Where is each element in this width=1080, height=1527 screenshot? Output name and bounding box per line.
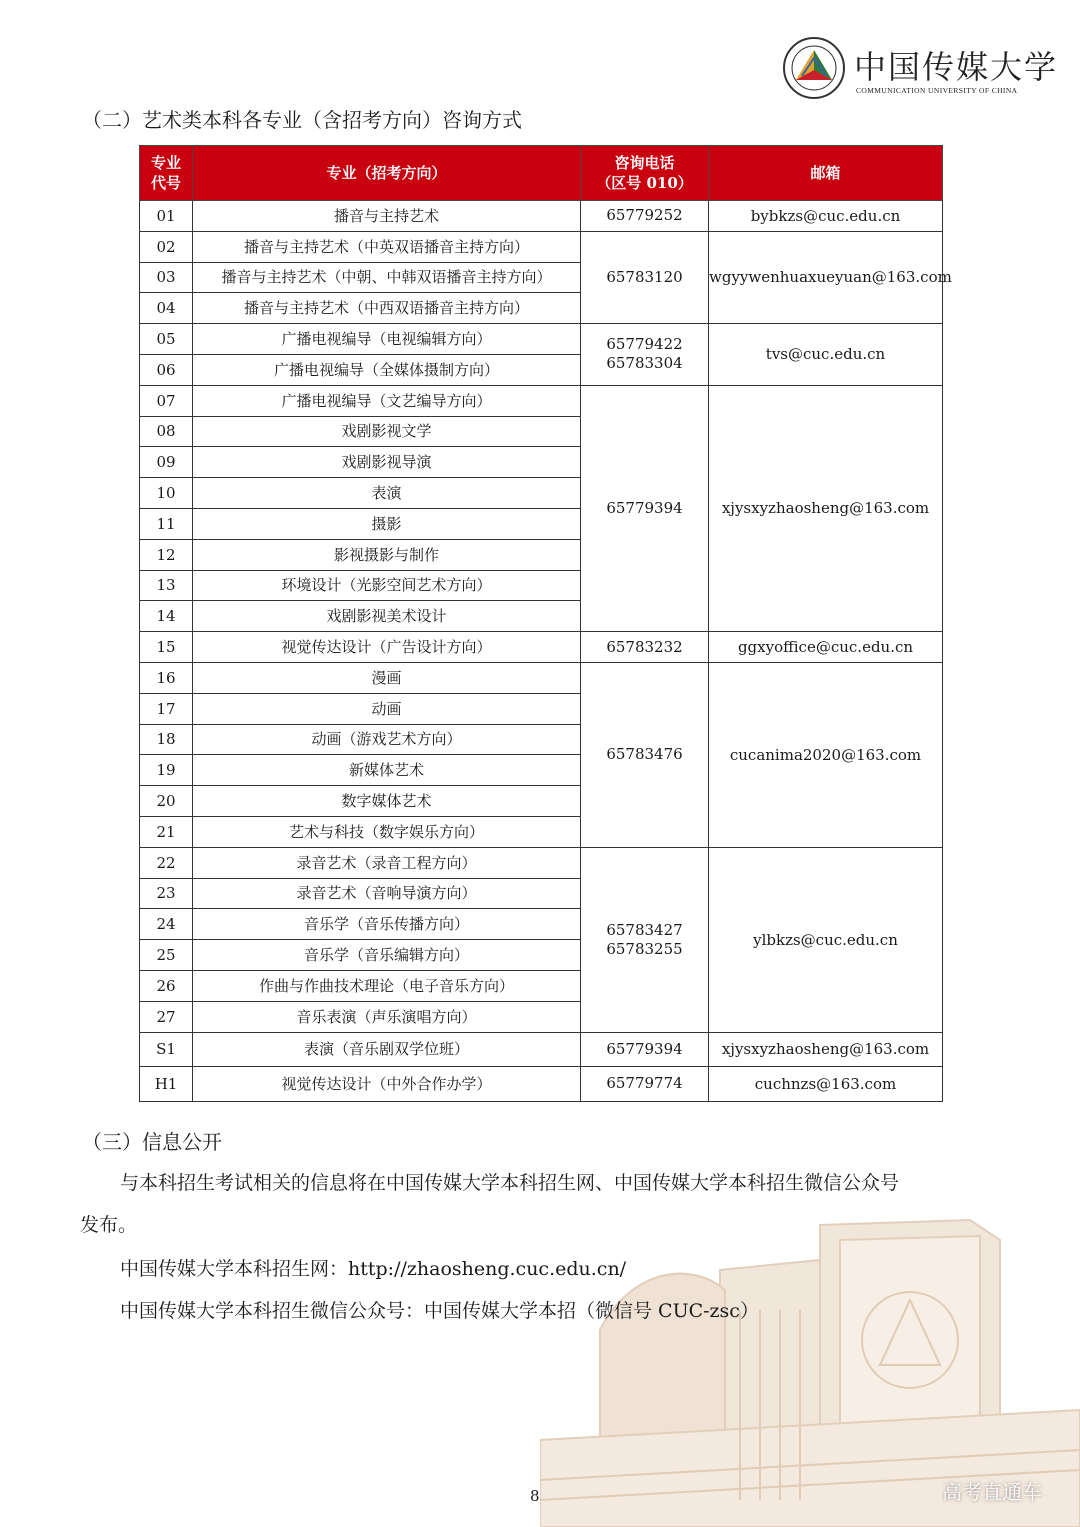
major-code: 10 (140, 478, 193, 509)
major-name: 播音与主持艺术 (193, 201, 581, 232)
table-row (140, 201, 943, 232)
contact-phone: 65783120 (581, 231, 709, 323)
contact-phone: 65779774 (581, 1067, 709, 1102)
major-name: 广播电视编导（文艺编导方向） (193, 385, 581, 416)
contact-email: xjysxyzhaosheng@163.com (709, 385, 943, 631)
major-name: 动画（游戏艺术方向） (193, 724, 581, 755)
header-code: 专业 代号 (140, 146, 193, 201)
major-code: 16 (140, 662, 193, 693)
major-name: 戏剧影视美术设计 (193, 601, 581, 632)
table-row (140, 1067, 943, 1102)
contact-email: tvs@cuc.edu.cn (709, 324, 943, 386)
major-code: 08 (140, 416, 193, 447)
major-name: 广播电视编导（电视编辑方向） (193, 324, 581, 355)
major-code: 20 (140, 786, 193, 817)
table-row (140, 847, 943, 878)
major-code: 19 (140, 755, 193, 786)
contact-phone: 65779394 (581, 1032, 709, 1067)
contact-phone: 65779422 65783304 (581, 324, 709, 386)
contact-email: bybkzs@cuc.edu.cn (709, 201, 943, 232)
table-row (140, 1032, 943, 1067)
major-name: 环境设计（光影空间艺术方向） (193, 570, 581, 601)
major-code: 02 (140, 231, 193, 262)
table-row (140, 662, 943, 693)
major-name: 表演（音乐剧双学位班） (193, 1032, 581, 1067)
major-code: 27 (140, 1001, 193, 1032)
major-code: 26 (140, 970, 193, 1001)
major-code: 23 (140, 878, 193, 909)
header-email: 邮箱 (709, 146, 943, 201)
major-code: 03 (140, 262, 193, 293)
major-name: 漫画 (193, 662, 581, 693)
contact-phone: 65779394 (581, 385, 709, 631)
header-phone: 咨询电话 （区号 010） (581, 146, 709, 201)
major-code: 06 (140, 354, 193, 385)
section-2-heading: （二）艺术类本科各专业（含招考方向）咨询方式 (82, 108, 522, 132)
major-code: 21 (140, 816, 193, 847)
major-name: 数字媒体艺术 (193, 786, 581, 817)
contact-table (139, 145, 952, 1102)
university-logo (782, 36, 1059, 100)
major-name: 播音与主持艺术（中朝、中韩双语播音主持方向） (193, 262, 581, 293)
major-name: 视觉传达设计（广告设计方向） (193, 632, 581, 663)
university-seal-icon (782, 36, 846, 100)
major-code: 14 (140, 601, 193, 632)
major-code: 18 (140, 724, 193, 755)
campus-illustration (540, 1180, 1080, 1527)
major-name: 音乐学（音乐编辑方向） (193, 940, 581, 971)
major-code: 15 (140, 632, 193, 663)
contact-email: cuchnzs@163.com (709, 1067, 943, 1102)
major-code: 04 (140, 293, 193, 324)
major-name: 戏剧影视导演 (193, 447, 581, 478)
contact-email: xjysxyzhaosheng@163.com (709, 1032, 943, 1067)
major-name: 摄影 (193, 508, 581, 539)
major-code: 01 (140, 201, 193, 232)
major-code: 24 (140, 909, 193, 940)
table-row (140, 231, 943, 262)
major-name: 作曲与作曲技术理论（电子音乐方向） (193, 970, 581, 1001)
contact-email: ggxyoffice@cuc.edu.cn (709, 632, 943, 663)
major-code: 22 (140, 847, 193, 878)
contact-phone: 65779252 (581, 201, 709, 232)
section-3-heading: （三）信息公开 (82, 1130, 222, 1154)
table-row (140, 324, 943, 355)
major-name: 表演 (193, 478, 581, 509)
major-code: 12 (140, 539, 193, 570)
major-code: 07 (140, 385, 193, 416)
major-code: 11 (140, 508, 193, 539)
info-paragraph-line1: 与本科招生考试相关的信息将在中国传媒大学本科招生网、中国传媒大学本科招生微信公众号 (120, 1172, 900, 1194)
major-name: 音乐表演（声乐演唱方向） (193, 1001, 581, 1032)
watermark-text: 高考直通车 (942, 1480, 1042, 1504)
wechat-account: 中国传媒大学本科招生微信公众号：中国传媒大学本招（微信号 CUC-zsc） (120, 1300, 759, 1322)
major-name: 播音与主持艺术（中英双语播音主持方向） (193, 231, 581, 262)
university-name-cn: 中国传媒大学 (854, 48, 1059, 86)
major-name: 音乐学（音乐传播方向） (193, 909, 581, 940)
major-name: 录音艺术（录音工程方向） (193, 847, 581, 878)
admissions-website: 中国传媒大学本科招生网：http://zhaosheng.cuc.edu.cn/ (120, 1258, 627, 1280)
table-header-row (140, 146, 943, 201)
contact-email: cucanima2020@163.com (709, 662, 943, 847)
table-row (140, 385, 943, 416)
major-name: 艺术与科技（数字娱乐方向） (193, 816, 581, 847)
info-paragraph-line2: 发布。 (80, 1214, 138, 1236)
major-code: S1 (140, 1032, 193, 1067)
major-code: 09 (140, 447, 193, 478)
contact-phone: 65783476 (581, 662, 709, 847)
major-code: H1 (140, 1067, 193, 1102)
major-code: 05 (140, 324, 193, 355)
major-code: 17 (140, 693, 193, 724)
contact-phone: 65783232 (581, 632, 709, 663)
table-row (140, 632, 943, 663)
university-name-en: COMMUNICATION UNIVERSITY OF CHINA (856, 86, 1018, 95)
contact-phone: 65783427 65783255 (581, 847, 709, 1032)
major-name: 戏剧影视文学 (193, 416, 581, 447)
header-major: 专业（招考方向） (193, 146, 581, 201)
page-number: 8 (530, 1487, 540, 1505)
major-name: 视觉传达设计（中外合作办学） (193, 1067, 581, 1102)
major-name: 新媒体艺术 (193, 755, 581, 786)
contact-email: ylbkzs@cuc.edu.cn (709, 847, 943, 1032)
major-name: 动画 (193, 693, 581, 724)
major-code: 25 (140, 940, 193, 971)
major-code: 13 (140, 570, 193, 601)
major-name: 播音与主持艺术（中西双语播音主持方向） (193, 293, 581, 324)
contact-email: wgyywenhuaxueyuan@163.com (709, 231, 943, 323)
major-name: 录音艺术（音响导演方向） (193, 878, 581, 909)
major-name: 广播电视编导（全媒体摄制方向） (193, 354, 581, 385)
major-name: 影视摄影与制作 (193, 539, 581, 570)
